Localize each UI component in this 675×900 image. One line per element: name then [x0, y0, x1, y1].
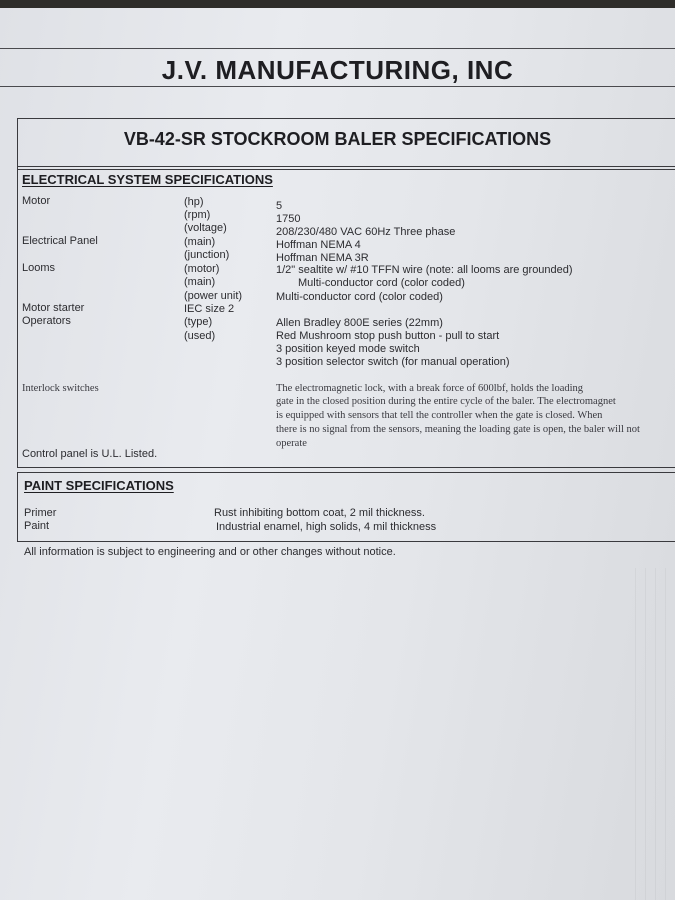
unit: (voltage)	[184, 222, 227, 234]
unit: (type)	[184, 316, 213, 328]
unit: (rpm)	[184, 209, 211, 221]
interlock-line: operate	[276, 438, 307, 449]
label-motor-starter: Motor starter	[22, 302, 85, 314]
unit: (used)	[184, 330, 216, 342]
label-operators: Operators	[22, 315, 71, 327]
label-paint: Paint	[24, 520, 50, 532]
unit: (main)	[184, 276, 216, 288]
label-primer: Primer	[24, 507, 57, 519]
interlock-line: The electromagnetic lock, with a break force of 600lbf, holds the loading	[276, 383, 584, 394]
company-title: J.V. MANUFACTURING, INC	[161, 55, 514, 85]
value: Red Mushroom stop push button - pull to start	[276, 330, 500, 342]
value: 1/2" sealtite w/ #10 TFFN wire (note: all looms are grounded)	[276, 264, 573, 276]
paint-heading: PAINT SPECIFICATIONS	[24, 478, 174, 493]
value-paint: Industrial enamel, high solids, 4 mil thickness	[216, 521, 437, 533]
interlock-line: gate in the closed position during the entire cycle of the baler. The electromagnet	[276, 396, 616, 407]
value: 5	[276, 200, 283, 212]
value: Allen Bradley 800E series (22mm)	[276, 317, 443, 329]
unit: (power unit)	[184, 290, 243, 302]
value: Hoffman NEMA 3R	[276, 252, 369, 264]
unit: (hp)	[184, 196, 204, 208]
value: Multi-conductor cord (color coded)	[276, 291, 443, 303]
unit: (motor)	[184, 263, 220, 275]
value: Multi-conductor cord (color coded)	[298, 277, 465, 289]
value: 3 position keyed mode switch	[276, 343, 420, 355]
unit: IEC size 2	[184, 303, 235, 315]
background-grid	[635, 568, 675, 900]
unit: (main)	[184, 236, 216, 248]
unit: (junction)	[184, 249, 230, 261]
label-control-panel: Control panel is U.L. Listed.	[22, 448, 158, 460]
electrical-heading: ELECTRICAL SYSTEM SPECIFICATIONS	[22, 172, 273, 187]
value-primer: Rust inhibiting bottom coat, 2 mil thickness.	[214, 507, 425, 519]
value: Hoffman NEMA 4	[276, 239, 361, 251]
top-rule	[0, 48, 675, 49]
label-looms: Looms	[22, 262, 56, 274]
interlock-line: there is no signal from the sensors, meaning the loading gate is open, the baler will not	[276, 424, 640, 435]
value: 3 position selector switch (for manual operation)	[276, 356, 510, 368]
interlock-line: is equipped with sensors that tell the controller when the gate is closed. When	[276, 410, 603, 421]
label-electrical-panel: Electrical Panel	[22, 235, 98, 247]
spec-sheet	[0, 8, 675, 900]
value: 1750	[276, 213, 301, 225]
document-title: VB-42-SR STOCKROOM BALER SPECIFICATIONS	[123, 129, 552, 149]
value: 208/230/480 VAC 60Hz Three phase	[276, 226, 456, 238]
disclaimer: All information is subject to engineering and or other changes without notice.	[24, 546, 396, 558]
label-interlock: Interlock switches	[22, 383, 99, 394]
title-rule	[0, 86, 675, 87]
label-motor: Motor	[22, 195, 51, 207]
